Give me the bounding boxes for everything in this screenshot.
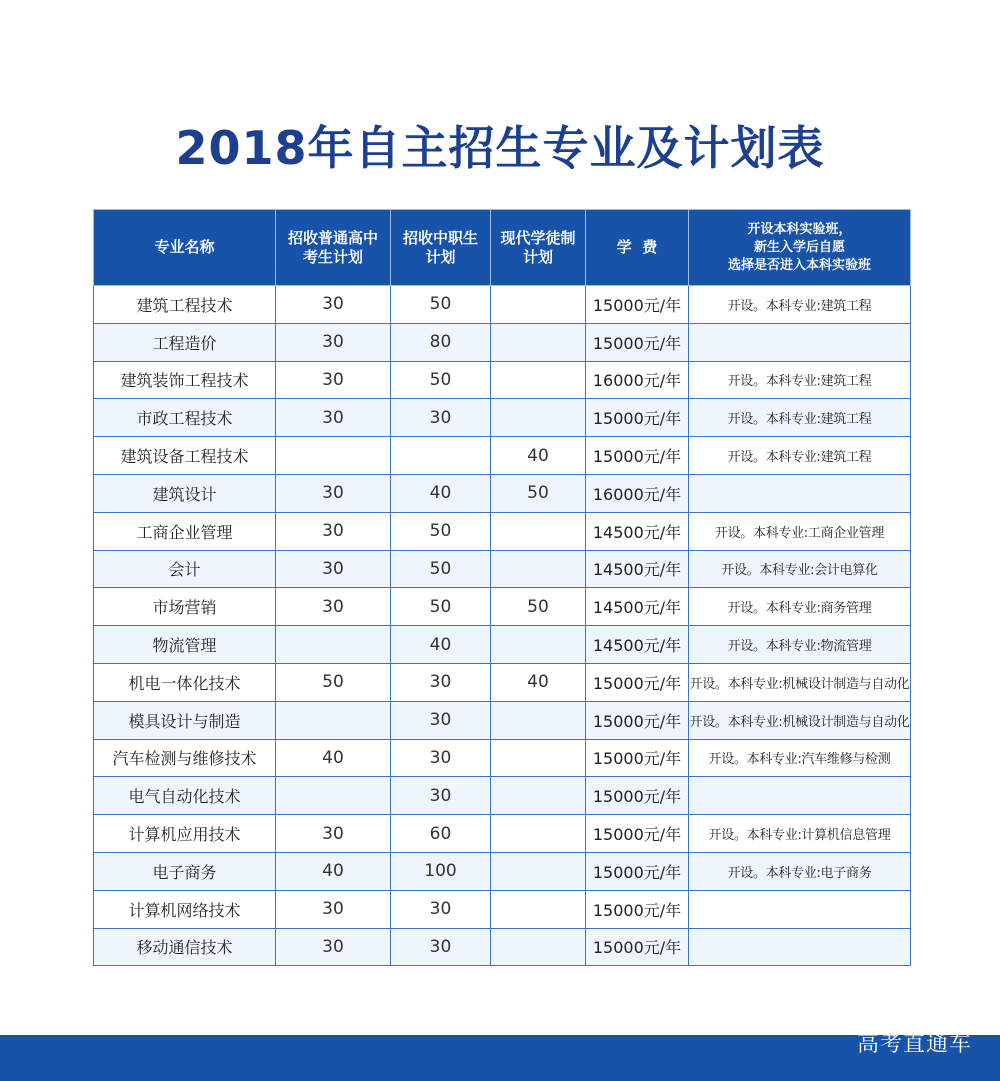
major-cell: 物流管理	[94, 626, 276, 664]
high-school-plan-cell	[276, 777, 391, 815]
lab-class-cell: 开设。本科专业:电子商务	[689, 852, 911, 890]
vocational-plan-cell: 30	[391, 701, 491, 739]
major-cell: 会计	[94, 550, 276, 588]
header-major	[94, 210, 276, 286]
apprentice-plan-cell	[491, 701, 586, 739]
header-vocational-plan	[391, 210, 491, 286]
high-school-plan-cell: 30	[276, 815, 391, 853]
header-lab-class	[689, 210, 911, 286]
fee-cell: 15000元/年	[586, 323, 689, 361]
header-fee	[586, 210, 689, 286]
lab-class-cell: 开设。本科专业:机械设计制造与自动化	[689, 663, 911, 701]
table-row	[94, 701, 911, 739]
fee-cell: 15000元/年	[586, 928, 689, 966]
high-school-plan-cell	[276, 626, 391, 664]
major-cell: 市场营销	[94, 588, 276, 626]
table-row	[94, 626, 911, 664]
apprentice-plan-cell	[491, 928, 586, 966]
apprentice-plan-cell: 50	[491, 474, 586, 512]
table-row	[94, 550, 911, 588]
lab-class-cell: 开设。本科专业:建筑工程	[689, 437, 911, 475]
enrollment-plan-table	[93, 209, 911, 966]
lab-class-cell: 开设。本科专业:建筑工程	[689, 361, 911, 399]
major-cell: 计算机网络技术	[94, 890, 276, 928]
high-school-plan-cell: 30	[276, 928, 391, 966]
vocational-plan-cell: 50	[391, 361, 491, 399]
fee-cell: 15000元/年	[586, 815, 689, 853]
high-school-plan-cell: 30	[276, 286, 391, 324]
major-cell: 市政工程技术	[94, 399, 276, 437]
vocational-plan-cell: 60	[391, 815, 491, 853]
lab-class-cell	[689, 474, 911, 512]
header-vocational-line2: 计划	[425, 247, 456, 266]
high-school-plan-cell: 30	[276, 550, 391, 588]
fee-cell: 14500元/年	[586, 626, 689, 664]
major-cell: 移动通信技术	[94, 928, 276, 966]
apprentice-plan-cell	[491, 399, 586, 437]
vocational-plan-cell: 30	[391, 890, 491, 928]
vocational-plan-cell: 30	[391, 777, 491, 815]
major-cell: 电子商务	[94, 852, 276, 890]
vocational-plan-cell: 100	[391, 852, 491, 890]
fee-cell: 14500元/年	[586, 550, 689, 588]
table-header	[94, 210, 911, 286]
high-school-plan-cell	[276, 437, 391, 475]
table-row	[94, 512, 911, 550]
apprentice-plan-cell: 40	[491, 663, 586, 701]
high-school-plan-cell: 30	[276, 399, 391, 437]
table-row	[94, 777, 911, 815]
high-school-plan-cell: 30	[276, 323, 391, 361]
vocational-plan-cell: 50	[391, 550, 491, 588]
header-high-school-line2: 考生计划	[302, 247, 363, 266]
lab-class-cell: 开设。本科专业:计算机信息管理	[689, 815, 911, 853]
high-school-plan-cell: 40	[276, 852, 391, 890]
fee-cell: 15000元/年	[586, 701, 689, 739]
header-row	[94, 210, 911, 286]
fee-cell: 15000元/年	[586, 399, 689, 437]
lab-class-cell: 开设。本科专业:机械设计制造与自动化	[689, 701, 911, 739]
vocational-plan-cell: 30	[391, 663, 491, 701]
lab-class-cell: 开设。本科专业:建筑工程	[689, 286, 911, 324]
table-row	[94, 852, 911, 890]
table-row	[94, 588, 911, 626]
major-cell: 模具设计与制造	[94, 701, 276, 739]
fee-cell: 14500元/年	[586, 512, 689, 550]
major-cell: 建筑设备工程技术	[94, 437, 276, 475]
table-row	[94, 928, 911, 966]
major-cell: 建筑装饰工程技术	[94, 361, 276, 399]
major-cell: 机电一体化技术	[94, 663, 276, 701]
fee-cell: 15000元/年	[586, 739, 689, 777]
table-row	[94, 286, 911, 324]
vocational-plan-cell: 40	[391, 626, 491, 664]
apprentice-plan-cell	[491, 361, 586, 399]
apprentice-plan-cell	[491, 323, 586, 361]
apprentice-plan-cell	[491, 890, 586, 928]
fee-cell: 15000元/年	[586, 890, 689, 928]
header-lab-line1: 开设本科实验班，	[747, 221, 852, 237]
fee-cell: 15000元/年	[586, 437, 689, 475]
apprentice-plan-cell	[491, 739, 586, 777]
fee-cell: 14500元/年	[586, 588, 689, 626]
fee-cell: 15000元/年	[586, 777, 689, 815]
table-row	[94, 815, 911, 853]
table-row	[94, 890, 911, 928]
lab-class-cell: 开设。本科专业:建筑工程	[689, 399, 911, 437]
header-vocational-line1: 招收中职生	[402, 228, 478, 247]
fee-cell: 15000元/年	[586, 286, 689, 324]
table-row	[94, 399, 911, 437]
vocational-plan-cell: 80	[391, 323, 491, 361]
vocational-plan-cell: 30	[391, 399, 491, 437]
apprentice-plan-cell	[491, 286, 586, 324]
apprentice-plan-cell	[491, 777, 586, 815]
fee-cell: 15000元/年	[586, 663, 689, 701]
lab-class-cell: 开设。本科专业:工商企业管理	[689, 512, 911, 550]
table-row	[94, 739, 911, 777]
vocational-plan-cell	[391, 437, 491, 475]
vocational-plan-cell: 50	[391, 588, 491, 626]
header-apprentice-plan	[491, 210, 586, 286]
major-cell: 汽车检测与维修技术	[94, 739, 276, 777]
header-high-school-line1: 招收普通高中	[287, 228, 378, 247]
high-school-plan-cell: 30	[276, 361, 391, 399]
high-school-plan-cell: 30	[276, 512, 391, 550]
major-cell: 工程造价	[94, 323, 276, 361]
header-major-label: 专业名称	[154, 238, 215, 256]
high-school-plan-cell: 50	[276, 663, 391, 701]
major-cell: 工商企业管理	[94, 512, 276, 550]
high-school-plan-cell: 30	[276, 890, 391, 928]
lab-class-cell	[689, 928, 911, 966]
apprentice-plan-cell	[491, 852, 586, 890]
vocational-plan-cell: 30	[391, 739, 491, 777]
header-apprentice-line2: 计划	[522, 247, 553, 266]
apprentice-plan-cell: 40	[491, 437, 586, 475]
major-cell: 建筑设计	[94, 474, 276, 512]
table-body	[94, 286, 911, 966]
lab-class-cell	[689, 890, 911, 928]
fee-cell: 16000元/年	[586, 361, 689, 399]
header-high-school-plan	[276, 210, 391, 286]
apprentice-plan-cell	[491, 626, 586, 664]
header-lab-line2: 新生入学后自愿	[753, 239, 845, 255]
header-fee-label: 学 费	[616, 238, 658, 256]
header-apprentice-line1: 现代学徒制	[500, 228, 576, 247]
lab-class-cell	[689, 777, 911, 815]
apprentice-plan-cell	[491, 815, 586, 853]
high-school-plan-cell: 40	[276, 739, 391, 777]
header-lab-line3: 选择是否进入本科实验班	[727, 257, 871, 273]
vocational-plan-cell: 50	[391, 512, 491, 550]
major-cell: 电气自动化技术	[94, 777, 276, 815]
high-school-plan-cell: 30	[276, 588, 391, 626]
fee-cell: 16000元/年	[586, 474, 689, 512]
apprentice-plan-cell: 50	[491, 588, 586, 626]
lab-class-cell: 开设。本科专业:物流管理	[689, 626, 911, 664]
table-row	[94, 663, 911, 701]
watermark-text: 高考直通车	[856, 1032, 972, 1057]
fee-cell: 15000元/年	[586, 852, 689, 890]
vocational-plan-cell: 50	[391, 286, 491, 324]
lab-class-cell	[689, 323, 911, 361]
lab-class-cell: 开设。本科专业:汽车维修与检测	[689, 739, 911, 777]
table-row	[94, 437, 911, 475]
major-cell: 计算机应用技术	[94, 815, 276, 853]
page-title: 2018年自主招生专业及计划表	[175, 121, 825, 175]
high-school-plan-cell	[276, 701, 391, 739]
high-school-plan-cell: 30	[276, 474, 391, 512]
footer-bar	[0, 1035, 1000, 1081]
lab-class-cell: 开设。本科专业:会计电算化	[689, 550, 911, 588]
apprentice-plan-cell	[491, 550, 586, 588]
vocational-plan-cell: 30	[391, 928, 491, 966]
vocational-plan-cell: 40	[391, 474, 491, 512]
major-cell: 建筑工程技术	[94, 286, 276, 324]
table-row	[94, 361, 911, 399]
apprentice-plan-cell	[491, 512, 586, 550]
table-row	[94, 474, 911, 512]
lab-class-cell: 开设。本科专业:商务管理	[689, 588, 911, 626]
table-row	[94, 323, 911, 361]
